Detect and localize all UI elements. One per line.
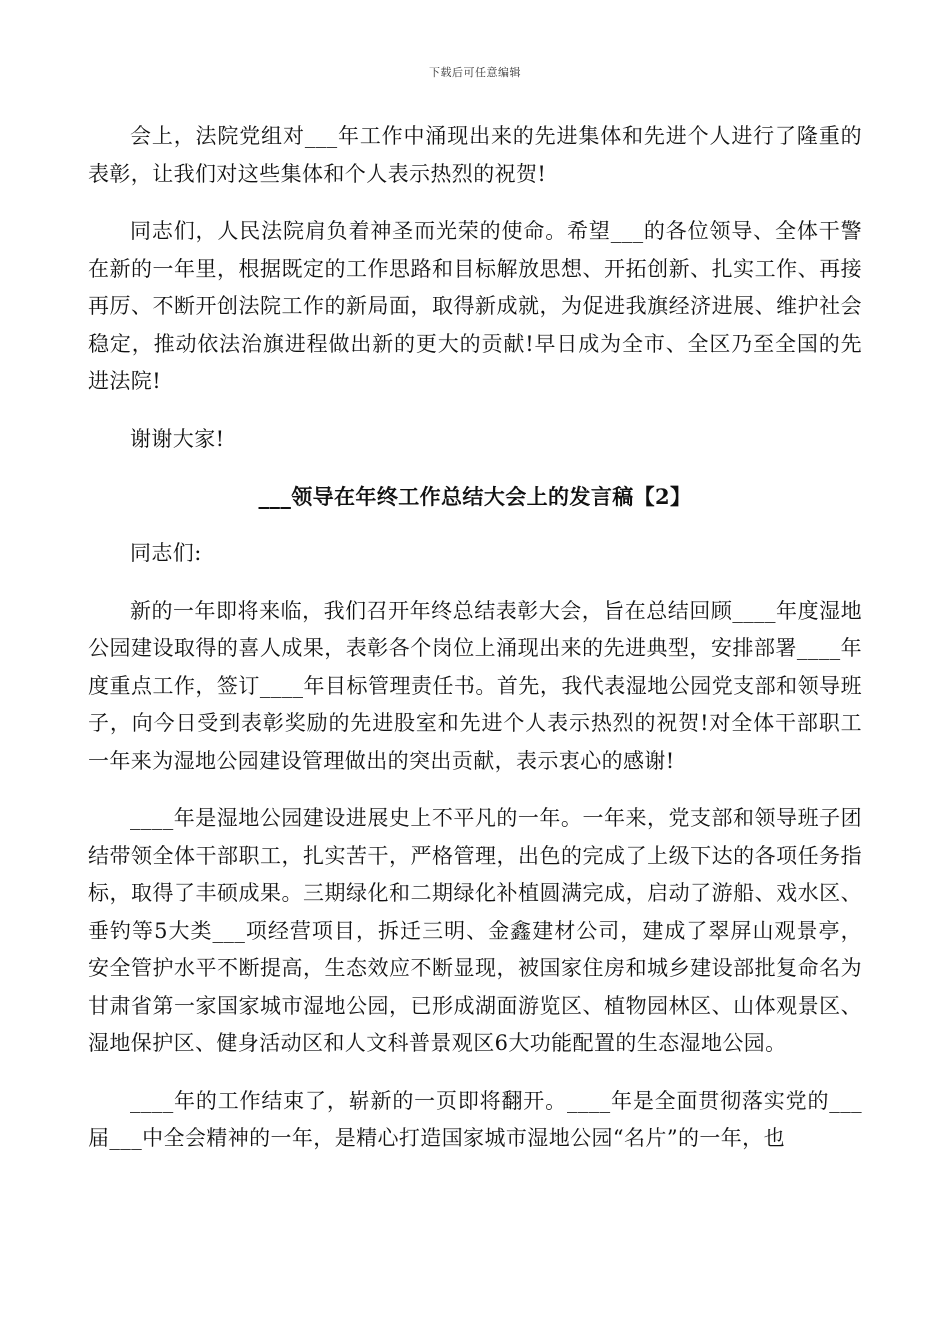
paragraph-mission: 同志们，人民法院肩负着神圣而光荣的使命。希望___的各位领导、全体干警在新的一年里，根据既定的工作思路和目标解放思想、开拓创新、扎实工作、再接再厉、不断开创法院工作的新局面，取得新成就，为促进我旗经济进展、维护社会稳定，推动依法治旗进程做出新的更大的贡献!早日成为全市、全区乃至全国的先进法院! [88, 219, 862, 393]
document-body [88, 118, 862, 1158]
paragraph-commendation: 会上，法院党组对___年工作中涌现出来的先进集体和先进个人进行了隆重的表彰，让我们对这些集体和个人表示热烈的祝贺! [88, 124, 862, 186]
paragraph-outlook: ____年的工作结束了，崭新的一页即将翻开。____年是全面贯彻落实党的___届___中全会精神的一年，是精心打造国家城市湿地公园“名片”的一年，也 [88, 1088, 862, 1150]
paragraph-salutation: 同志们: [130, 541, 202, 565]
paragraph-review: ____年是湿地公园建设进展史上不平凡的一年。一年来，党支部和领导班子团结带领全体干部职工，扎实苦干，严格管理，出色的完成了上级下达的各项任务指标，取得了丰硕成果。三期绿化和二期绿化补植圆满完成，启动了游船、戏水区、垂钓等5大类___项经营项目，拆迁三明、金鑫建材公司，建成了翠屏山观景亭，安全管护水平不断提高，生态效应不断显现，被国家住房和城乡建设部批复命名为甘肃省第一家国家城市湿地公园，已形成湖面游览区、植物园林区、山体观景区、湿地保护区、健身活动区和人文科普景观区6大功能配置的生态湿地公园。 [88, 806, 862, 1055]
page-header-note: 下载后可任意编辑 [429, 66, 521, 79]
paragraph-thanks: 谢谢大家! [130, 426, 225, 451]
paragraph-opening: 新的一年即将来临，我们召开年终总结表彰大会，旨在总结回顾____年度湿地公园建设取得的喜人成果，表彰各个岗位上涌现出来的先进典型，安排部署____年度重点工作，签订____年目标管理责任书。首先，我代表湿地公园党支部和领导班子，向今日受到表彰奖励的先进股室和先进个人表示热烈的祝贺!对全体干部职工一年来为湿地公园建设管理做出的突出贡献，表示衷心的感谢! [88, 598, 862, 773]
section-title: ___领导在年终工作总结大会上的发言稿【2】 [258, 484, 692, 509]
